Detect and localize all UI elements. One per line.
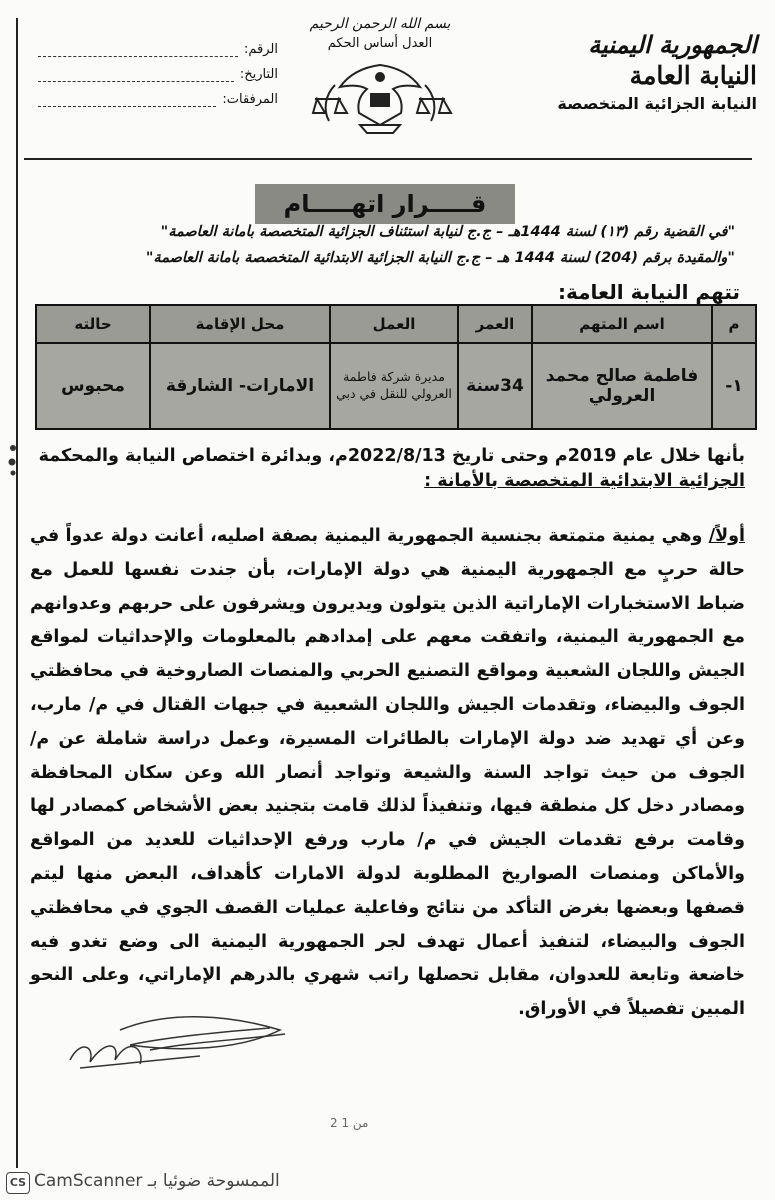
number-line [38, 44, 238, 57]
col-header-name: اسم المتهم [532, 305, 712, 343]
cell-residence: الامارات- الشارقة [150, 343, 330, 429]
intro-paragraph [25, 444, 745, 494]
cell-status: محبوس [36, 343, 150, 429]
col-header-no: م [712, 305, 756, 343]
republic-name: الجمهورية اليمنية [588, 30, 757, 59]
accuses-heading: تتهم النيابة العامة: [557, 280, 740, 304]
camscanner-logo-icon: CS [6, 1172, 30, 1194]
case-reference-line-1: "في القضية رقم (١٣) لسنة 1444هـ – ج.ج لنيابة استئناف الجزائية المتخصصة بأمانة العاصمة" [160, 224, 735, 240]
defendants-table [35, 304, 757, 430]
table-row [36, 343, 756, 429]
justice-motto: العدل أساس الحكم [327, 36, 433, 51]
table-header-row [36, 305, 756, 343]
binder-mark [8, 440, 18, 478]
case-reference-line-2: "والمقيدة برقم (204) لسنة 1444 هـ – ج.ج النيابة الجزائية الابتدائية المتخصصة بأمانة العاصمة" [145, 250, 735, 266]
prosecution-name: النيابة العامة [629, 61, 757, 90]
attachments-line [38, 94, 216, 107]
intro-line-2: الجزائية الابتدائية المتخصصة بالأمانة : [424, 471, 745, 491]
camscanner-watermark [0, 1166, 775, 1200]
basmala: بسم الله الرحمن الرحيم [309, 16, 451, 32]
charge-text: وهي يمنية متمتعة بجنسية الجمهورية اليمنية بصفة اصليه، أعانت دولة عدواً في حالة حربٍ مع الجمهورية اليمنية هي دولة الإمارات، بأن جندت نفسها للعمل مع ضباط الاستخبارات الإماراتية الذين يتولون ويديرون ويشرفون على حربهم وعدوانهم مع الجمهورية اليمنية، واتفقت معهم على إمدادهم بالمعلومات والإحداثيات لمواقع الجيش واللجان الشعبية ومواقع التصنيع الحربي والمنصات الصاروخية في محافظتي الجوف والبيضاء، وتقدمات الجيش واللجان الشعبية في جبهات القتال في م/ مارب، وعن أي تهديد ضد دولة الإمارات بالطائرات المسيرة، وعمل دراسة شاملة عن م/الجوف من حيث تواجد السنة والشيعة وتواجد أنصار الله وعن سكان المحافظة ومصادر دخل كل منطقة فيها، وتنفيذاً لذلك قامت بتجنيد بعض الأشخاص كمصادر لها وقامت برفع تقدمات الجيش في م/ مارب ورفع الإحداثيات للعديد من المواقع والأماكن ومنصات الصواريخ المطلوبة لدولة الامارات كأهداف، البعض منها ليتم قصفها وبعضها بغرض التأكد من نتائج وفاعلية عمليات القصف الجوي في محافظتي الجوف والبيضاء، لتنفيذ أعمال تهدف لجر الجمهورية اليمنية الى وضع تغدو فيه خاضعة وتابعة للعدوان، مقابل تحصلها راتب شهري بالدرهم الإماراتي، وعلى النحو المبين تفصيلاً في الأوراق. [30, 526, 745, 1020]
attachments-field [38, 92, 278, 107]
date-label: التاريخ: [239, 67, 278, 82]
signature-stamp-icon [60, 990, 300, 1080]
number-field [38, 42, 278, 57]
col-header-residence: محل الإقامة [150, 305, 330, 343]
col-header-work: العمل [330, 305, 458, 343]
reference-fields [38, 42, 278, 117]
letterhead-center [300, 16, 460, 135]
cell-age: 34سنة [458, 343, 532, 429]
charge-first-label: أولاً/ [708, 526, 745, 546]
cell-no: ١- [712, 343, 756, 429]
cell-work: مديرة شركة فاطمة العرولي للنقل في دبي [330, 343, 458, 429]
attachments-label: المرفقات: [222, 92, 278, 107]
col-header-status: حالته [36, 305, 150, 343]
letterhead-authority [527, 30, 757, 113]
date-field [38, 67, 278, 82]
header-divider [24, 158, 752, 160]
eagle-emblem-icon [305, 55, 455, 135]
camscanner-text: الممسوحة ضوئيا بـ CamScanner [34, 1171, 280, 1191]
page-number: 2 من 1 [330, 1116, 369, 1130]
page-border [16, 18, 18, 1168]
intro-line-1: بأنها خلال عام 2019م وحتى تاريخ 2022/8/13م، وبدائرة اختصاص النيابة والمحكمة [38, 446, 745, 466]
cell-name: فاطمة صالح محمد العرولي [532, 343, 712, 429]
number-label: الرقم: [244, 42, 278, 57]
document-title: قـــــرار اتهـــــام [255, 184, 515, 224]
date-line [38, 69, 234, 82]
charge-paragraph [30, 520, 745, 1027]
col-header-age: العمر [458, 305, 532, 343]
specialized-prosecution-name: النيابة الجزائية المتخصصة [557, 94, 757, 113]
